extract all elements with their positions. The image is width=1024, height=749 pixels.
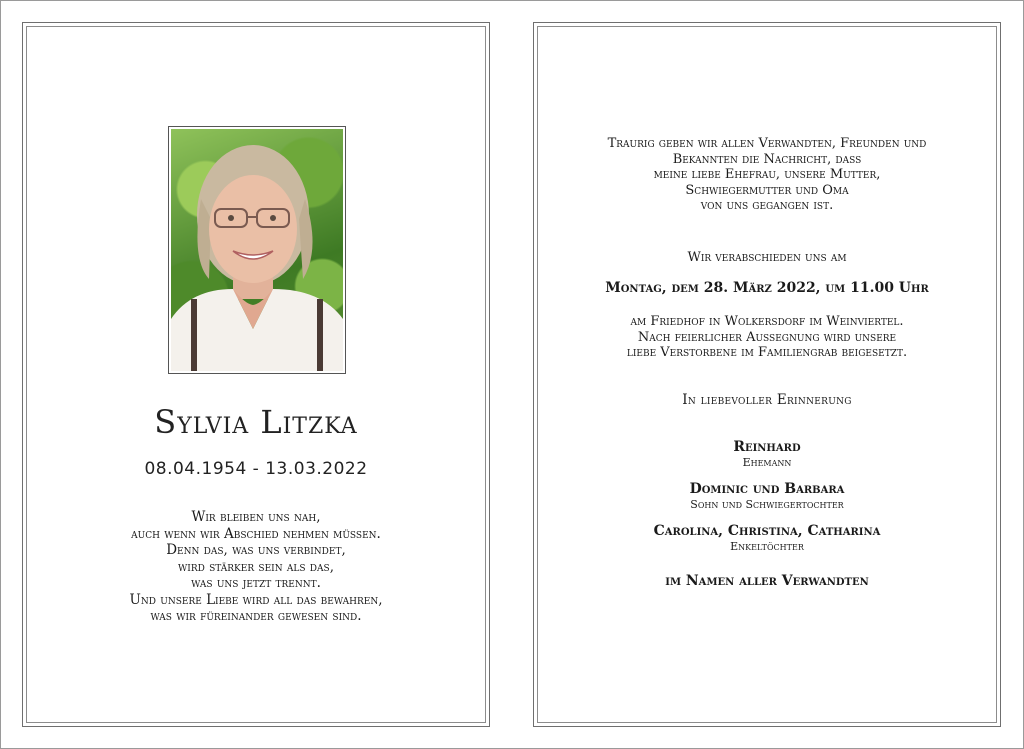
- poem-line: was wir füreinander gewesen sind.: [150, 608, 362, 624]
- mourner-entry: [534, 481, 1000, 511]
- mourner-entry: [534, 439, 1000, 469]
- location-line: liebe Verstorbene im Familiengrab beigesetzt.: [626, 345, 908, 360]
- memorial-poem: [23, 509, 489, 625]
- left-card: [22, 22, 490, 727]
- poem-line: Wir bleiben uns nah,: [191, 509, 321, 525]
- farewell-text: Wir verabschieden uns am: [687, 250, 847, 265]
- portrait-photo: [171, 129, 343, 371]
- poem-line: was uns jetzt trennt.: [191, 575, 321, 591]
- portrait-illustration: [171, 129, 343, 371]
- right-card: [533, 22, 1001, 727]
- location-line: am Friedhof in Wolkersdorf im Weinviertel.: [630, 314, 904, 329]
- announcement-line: Bekannten die Nachricht, dass: [672, 151, 862, 167]
- memory-heading: In liebevoller Erinnerung: [682, 392, 852, 408]
- announcement-line: Schwiegermutter und Oma: [685, 182, 849, 198]
- mourner-entry: [534, 523, 1000, 553]
- mourner-relation: Enkeltöchter: [730, 540, 804, 553]
- life-dates: 08.04.1954 - 13.03.2022: [144, 459, 368, 479]
- location-line: Nach feierlicher Aussegnung wird unsere: [637, 329, 897, 345]
- burial-location: [534, 314, 1000, 361]
- announcement-line: meine liebe Ehefrau, unsere Mutter,: [653, 167, 881, 182]
- ceremony-datetime: Montag, dem 28. März 2022, um 11.00 Uhr: [605, 280, 929, 296]
- poem-line: Und unsere Liebe wird all das bewahren,: [129, 591, 383, 608]
- mourner-name: Dominic und Barbara: [689, 481, 845, 497]
- announcement-text: [534, 136, 1000, 214]
- mourner-name: Reinhard: [733, 439, 801, 455]
- mourner-relation: Sohn und Schwiegertochter: [690, 498, 844, 511]
- poem-line: auch wenn wir Abschied nehmen müssen.: [131, 525, 381, 542]
- closing-line: im Namen aller Verwandten: [665, 573, 869, 589]
- announcement-line: von uns gegangen ist.: [700, 198, 834, 213]
- poem-line: Denn das, was uns verbindet,: [166, 542, 346, 558]
- announcement-line: Traurig geben wir allen Verwandten, Freunden und: [607, 136, 927, 151]
- mourner-name: Carolina, Christina, Catharina: [653, 523, 881, 539]
- poem-line: wird stärker sein als das,: [178, 558, 334, 575]
- deceased-name: Sylvia Litzka: [154, 403, 358, 441]
- portrait-frame: [168, 126, 346, 374]
- mourner-relation: Ehemann: [742, 456, 792, 469]
